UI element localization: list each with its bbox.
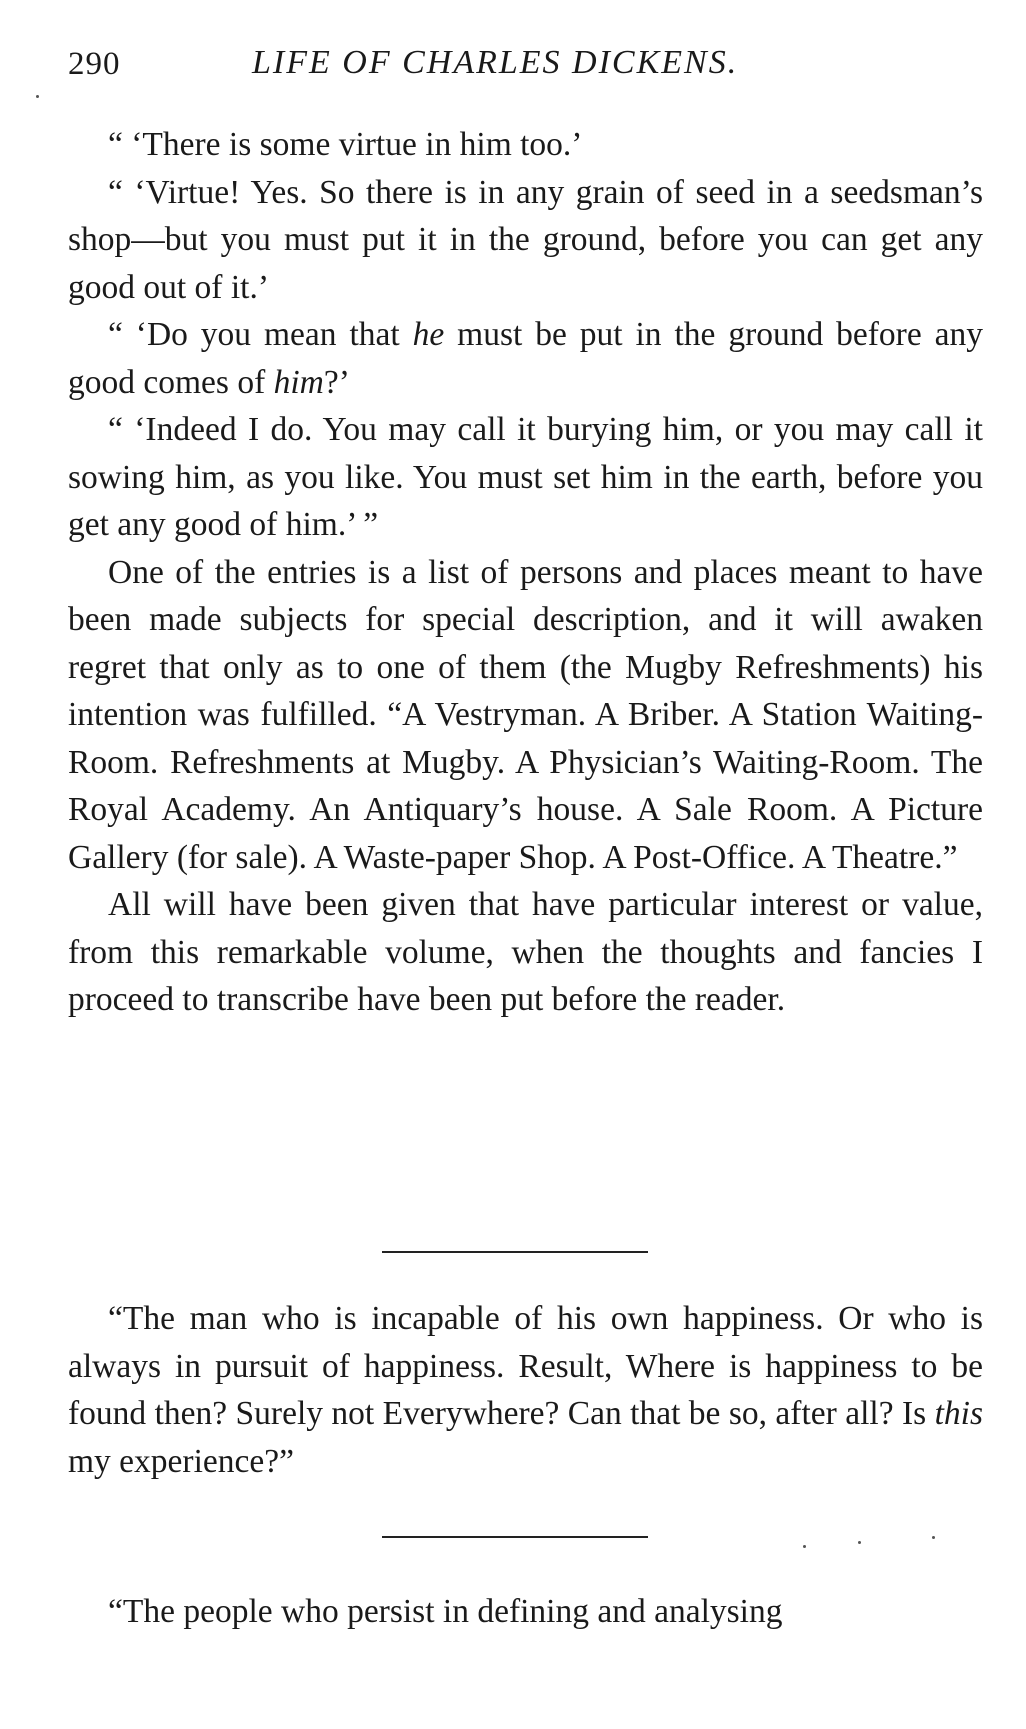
note-defining bbox=[68, 1588, 983, 1636]
note-happiness-text bbox=[68, 1295, 983, 1485]
section-divider bbox=[382, 1536, 648, 1538]
paragraph-entries: One of the entries is a list of persons and places meant to have been made subjects for special description, and it will awaken regret that only as to one of them (the Mugby Refreshments) his intention was fulfilled. “A Vestryman. A Briber. A Station Waiting-Room. Refreshments at Mugby. A Physician’s Waiting-Room. The Royal Academy. An Antiquary’s house. A Sale Room. A Picture Gallery (for sale). A Waste-paper Shop. A Post-Office. A Theatre.” bbox=[68, 553, 983, 876]
note-happiness bbox=[68, 1295, 983, 1485]
emphasis-him: him bbox=[273, 363, 324, 401]
paragraph-seed: “ ‘Virtue! Yes. So there is in any grain of seed in a seedsman’s shop—but you must put it in the ground, before you can get any good out of it.’ bbox=[68, 173, 983, 306]
page-number: 290 bbox=[68, 46, 121, 82]
section-divider bbox=[382, 1251, 648, 1253]
running-title: LIFE OF CHARLES DICKENS. bbox=[252, 44, 739, 81]
print-speck bbox=[858, 1541, 861, 1544]
print-speck bbox=[803, 1545, 806, 1548]
paragraph-virtue: “ ‘There is some virtue in him too.’ bbox=[108, 126, 583, 163]
print-speck bbox=[36, 95, 39, 98]
note-happiness-part: my experience?” bbox=[68, 1442, 294, 1480]
paragraph-ground bbox=[68, 311, 983, 406]
print-speck bbox=[932, 1536, 935, 1539]
paragraph-transcribe: All will have been given that have particular interest or value, from this remarkable volume, when the thoughts and fancies I proceed to transcribe have been put before the reader. bbox=[68, 886, 983, 1018]
page-header bbox=[68, 40, 988, 90]
paragraph-ground-text: must be put in the ground before any good comes of bbox=[68, 316, 983, 401]
paragraph-ground-text: ?’ bbox=[323, 363, 350, 401]
emphasis-this: this bbox=[934, 1395, 983, 1432]
paragraph-ground-text: “ ‘Do you mean that bbox=[108, 316, 413, 353]
note-defining-text: “The people who persist in defining and analysing bbox=[108, 1593, 783, 1630]
note-happiness-part: “The man who is incapable of his own happiness. Or who is always in pursuit of happiness. Result, Where is happiness to be found then? Surely not Everywhere? Can that be so, after all? Is bbox=[68, 1300, 983, 1432]
paragraph-burying: “ ‘Indeed I do. You may call it burying him, or you may call it sowing him, as you like. You must set him in the earth, before you get any good of him.’ ” bbox=[68, 411, 983, 543]
emphasis-he: he bbox=[412, 316, 445, 353]
main-text-block bbox=[68, 121, 983, 1024]
